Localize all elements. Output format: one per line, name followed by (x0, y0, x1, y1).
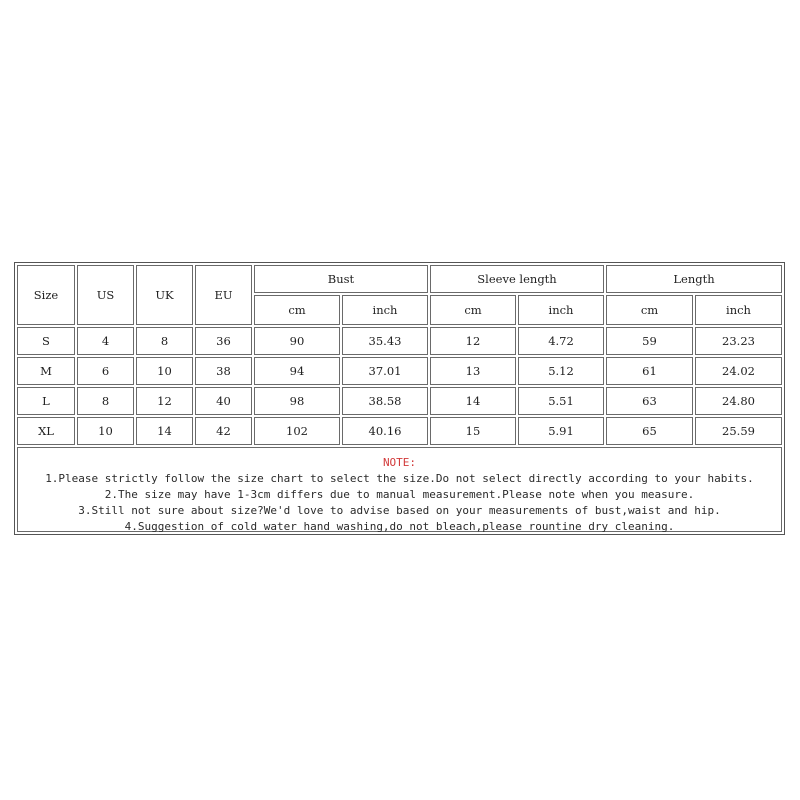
header-bust: Bust (254, 265, 428, 293)
row-s-size: S (17, 327, 75, 355)
row-m-length-cm: 61 (606, 357, 693, 385)
row-xl-us: 10 (77, 417, 134, 445)
row-l-bust-cm: 98 (254, 387, 340, 415)
row-m-length-inch: 24.02 (695, 357, 782, 385)
subheader-sleeve-inch: inch (518, 295, 604, 325)
row-s-uk: 8 (136, 327, 193, 355)
row-xl-size: XL (17, 417, 75, 445)
row-m-us: 6 (77, 357, 134, 385)
row-s-bust-cm: 90 (254, 327, 340, 355)
row-l-length-inch: 24.80 (695, 387, 782, 415)
row-s-sleeve-cm: 12 (430, 327, 516, 355)
row-m-sleeve-cm: 13 (430, 357, 516, 385)
row-l-size: L (17, 387, 75, 415)
row-m-uk: 10 (136, 357, 193, 385)
row-s-length-inch: 23.23 (695, 327, 782, 355)
row-m-bust-cm: 94 (254, 357, 340, 385)
subheader-sleeve-cm: cm (430, 295, 516, 325)
subheader-bust-cm: cm (254, 295, 340, 325)
row-s-eu: 36 (195, 327, 252, 355)
row-s-us: 4 (77, 327, 134, 355)
row-l-bust-inch: 38.58 (342, 387, 428, 415)
row-s-bust-inch: 35.43 (342, 327, 428, 355)
header-us: US (77, 265, 134, 325)
note-line-2: 2.The size may have 1-3cm differs due to manual measurement.Please note when you measure. (104, 488, 695, 501)
row-l-length-cm: 63 (606, 387, 693, 415)
note-line-1: 1.Please strictly follow the size chart to select the size.Do not select directly according to your habits. (45, 472, 754, 485)
header-size: Size (17, 265, 75, 325)
header-uk: UK (136, 265, 193, 325)
row-xl-bust-cm: 102 (254, 417, 340, 445)
header-sleeve-length: Sleeve length (430, 265, 604, 293)
header-eu: EU (195, 265, 252, 325)
note-line-4: 4.Suggestion of cold water hand washing,do not bleach,please rountine dry cleaning. (124, 520, 675, 533)
size-chart (14, 262, 785, 535)
row-l-eu: 40 (195, 387, 252, 415)
row-xl-length-cm: 65 (606, 417, 693, 445)
row-m-eu: 38 (195, 357, 252, 385)
row-s-length-cm: 59 (606, 327, 693, 355)
row-l-uk: 12 (136, 387, 193, 415)
row-l-sleeve-inch: 5.51 (518, 387, 604, 415)
row-xl-uk: 14 (136, 417, 193, 445)
subheader-length-cm: cm (606, 295, 693, 325)
row-xl-eu: 42 (195, 417, 252, 445)
header-length: Length (606, 265, 782, 293)
row-xl-length-inch: 25.59 (695, 417, 782, 445)
row-s-sleeve-inch: 4.72 (518, 327, 604, 355)
row-l-us: 8 (77, 387, 134, 415)
subheader-bust-inch: inch (342, 295, 428, 325)
row-l-sleeve-cm: 14 (430, 387, 516, 415)
row-m-sleeve-inch: 5.12 (518, 357, 604, 385)
row-xl-bust-inch: 40.16 (342, 417, 428, 445)
row-xl-sleeve-inch: 5.91 (518, 417, 604, 445)
note-line-3: 3.Still not sure about size?We'd love to advise based on your measurements of bust,waist and hip. (78, 504, 721, 517)
row-xl-sleeve-cm: 15 (430, 417, 516, 445)
subheader-length-inch: inch (695, 295, 782, 325)
row-m-bust-inch: 37.01 (342, 357, 428, 385)
row-m-size: M (17, 357, 75, 385)
notes-box (17, 447, 782, 532)
note-title: NOTE: (382, 456, 417, 469)
